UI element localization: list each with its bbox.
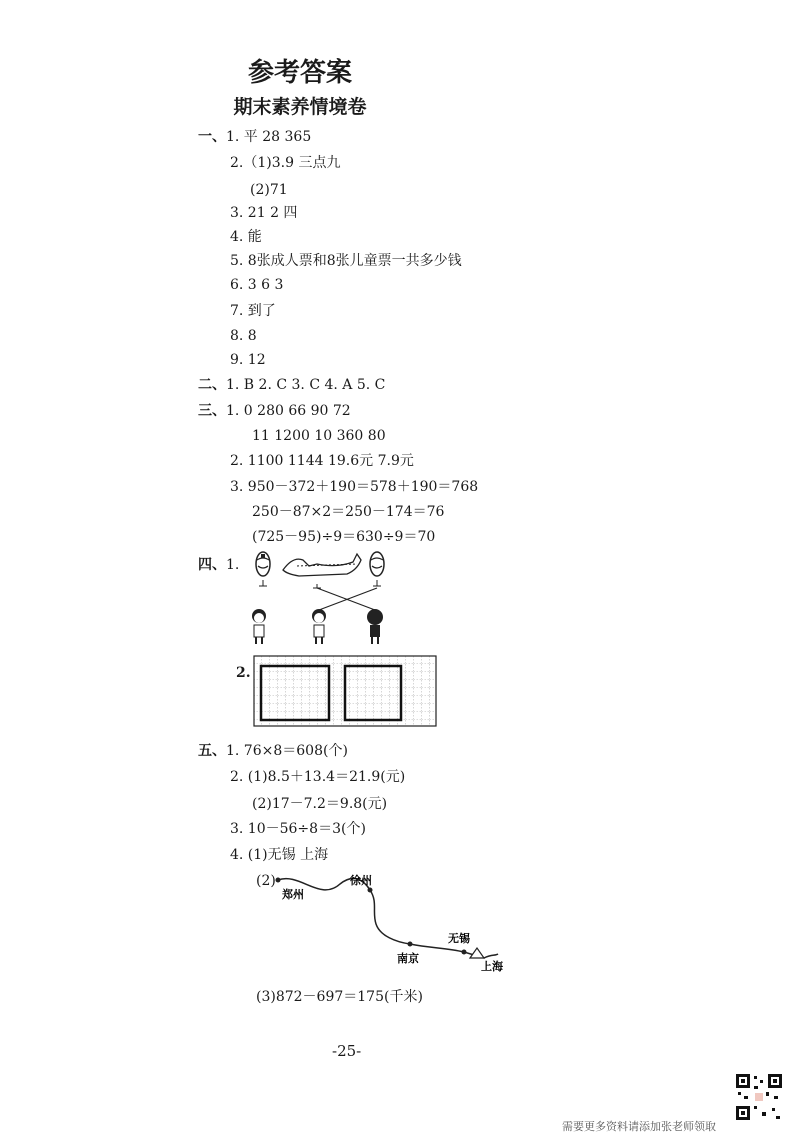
answer-1-5: 5. 8张成人票和8张儿童票一共多少钱	[230, 253, 462, 269]
footer-note: 需要更多资料请添加张老师领取	[562, 1120, 716, 1133]
city-wuxi: 无锡	[448, 932, 470, 945]
answer-4-2-number: 2.	[236, 665, 251, 681]
child-figure-left	[252, 609, 266, 644]
city-xuzhou: 徐州	[350, 874, 372, 887]
page-title: 参考答案	[247, 58, 352, 88]
section-5-label: 五、	[198, 743, 226, 759]
section-3-label: 三、	[198, 403, 226, 419]
city-nanjing: 南京	[397, 952, 419, 965]
answer-1-7: 7. 到了	[230, 303, 276, 319]
dragon-boat	[283, 554, 361, 576]
answer-1-2: 2.（1)3.9 三点九	[230, 155, 341, 171]
answer-3-3: 3. 950－372＋190＝578＋190＝768	[230, 479, 479, 495]
answer-5-4-3: (3)872－697＝175(千米)	[256, 989, 423, 1005]
answer-5-1: 1. 76×8＝608(个)	[226, 743, 348, 759]
answer-5-4-2: (2)	[256, 873, 276, 889]
route-map	[270, 862, 515, 974]
xuzhou-marker	[368, 888, 373, 893]
answer-3-3b: 250－87×2＝250－174＝76	[252, 504, 445, 520]
answer-3-3c: (725－95)÷9＝630÷9＝70	[252, 529, 436, 545]
matching-figure	[245, 548, 395, 648]
answer-1-3: 3. 21 2 四	[230, 205, 298, 221]
child-figure-right	[367, 609, 383, 644]
answer-1-4: 4. 能	[230, 229, 262, 245]
answer-5-4: 4. (1)无锡 上海	[230, 847, 329, 863]
answer-3-1: 1. 0 280 66 90 72	[226, 403, 351, 419]
city-zhengzhou: 郑州	[282, 888, 304, 901]
city-shanghai: 上海	[481, 960, 503, 973]
section-2-label: 二、	[198, 377, 226, 393]
answer-5-2-2: (2)17－7.2＝9.8(元)	[252, 796, 388, 812]
answer-4-1-number: 1.	[226, 557, 240, 573]
opera-mask-left	[256, 552, 270, 576]
answer-5-2: 2. (1)8.5＋13.4＝21.9(元)	[230, 769, 406, 785]
section-1-label: 一、	[198, 129, 226, 145]
answer-1-8: 8. 8	[230, 328, 257, 344]
answer-2: 1. B 2. C 3. C 4. A 5. C	[226, 377, 386, 393]
shanghai-marker	[470, 948, 484, 958]
answer-3-1b: 11 1200 10 360 80	[252, 428, 386, 444]
qr-code[interactable]	[734, 1072, 784, 1122]
opera-mask-right	[370, 552, 384, 576]
answer-3-2: 2. 1100 1144 19.6元 7.9元	[230, 453, 414, 469]
page-subtitle: 期末素养情境卷	[233, 96, 367, 118]
section-4-label: 四、	[198, 557, 226, 573]
match-line-2	[319, 588, 377, 610]
answer-1-9: 9. 12	[230, 352, 266, 368]
grid-figure	[253, 655, 438, 727]
child-figure-middle	[312, 609, 326, 644]
answer-1-1: 1. 平 28 365	[226, 129, 312, 145]
answer-1-6: 6. 3 6 3	[230, 277, 284, 293]
match-line-1	[317, 588, 375, 610]
answer-5-3: 3. 10－56÷8＝3(个)	[230, 821, 366, 837]
nanjing-marker	[408, 942, 413, 947]
zhengzhou-marker	[276, 878, 281, 883]
wuxi-marker	[462, 950, 467, 955]
answer-1-2-2: (2)71	[250, 182, 288, 198]
page-number: -25-	[332, 1042, 362, 1060]
route-line	[278, 878, 498, 958]
